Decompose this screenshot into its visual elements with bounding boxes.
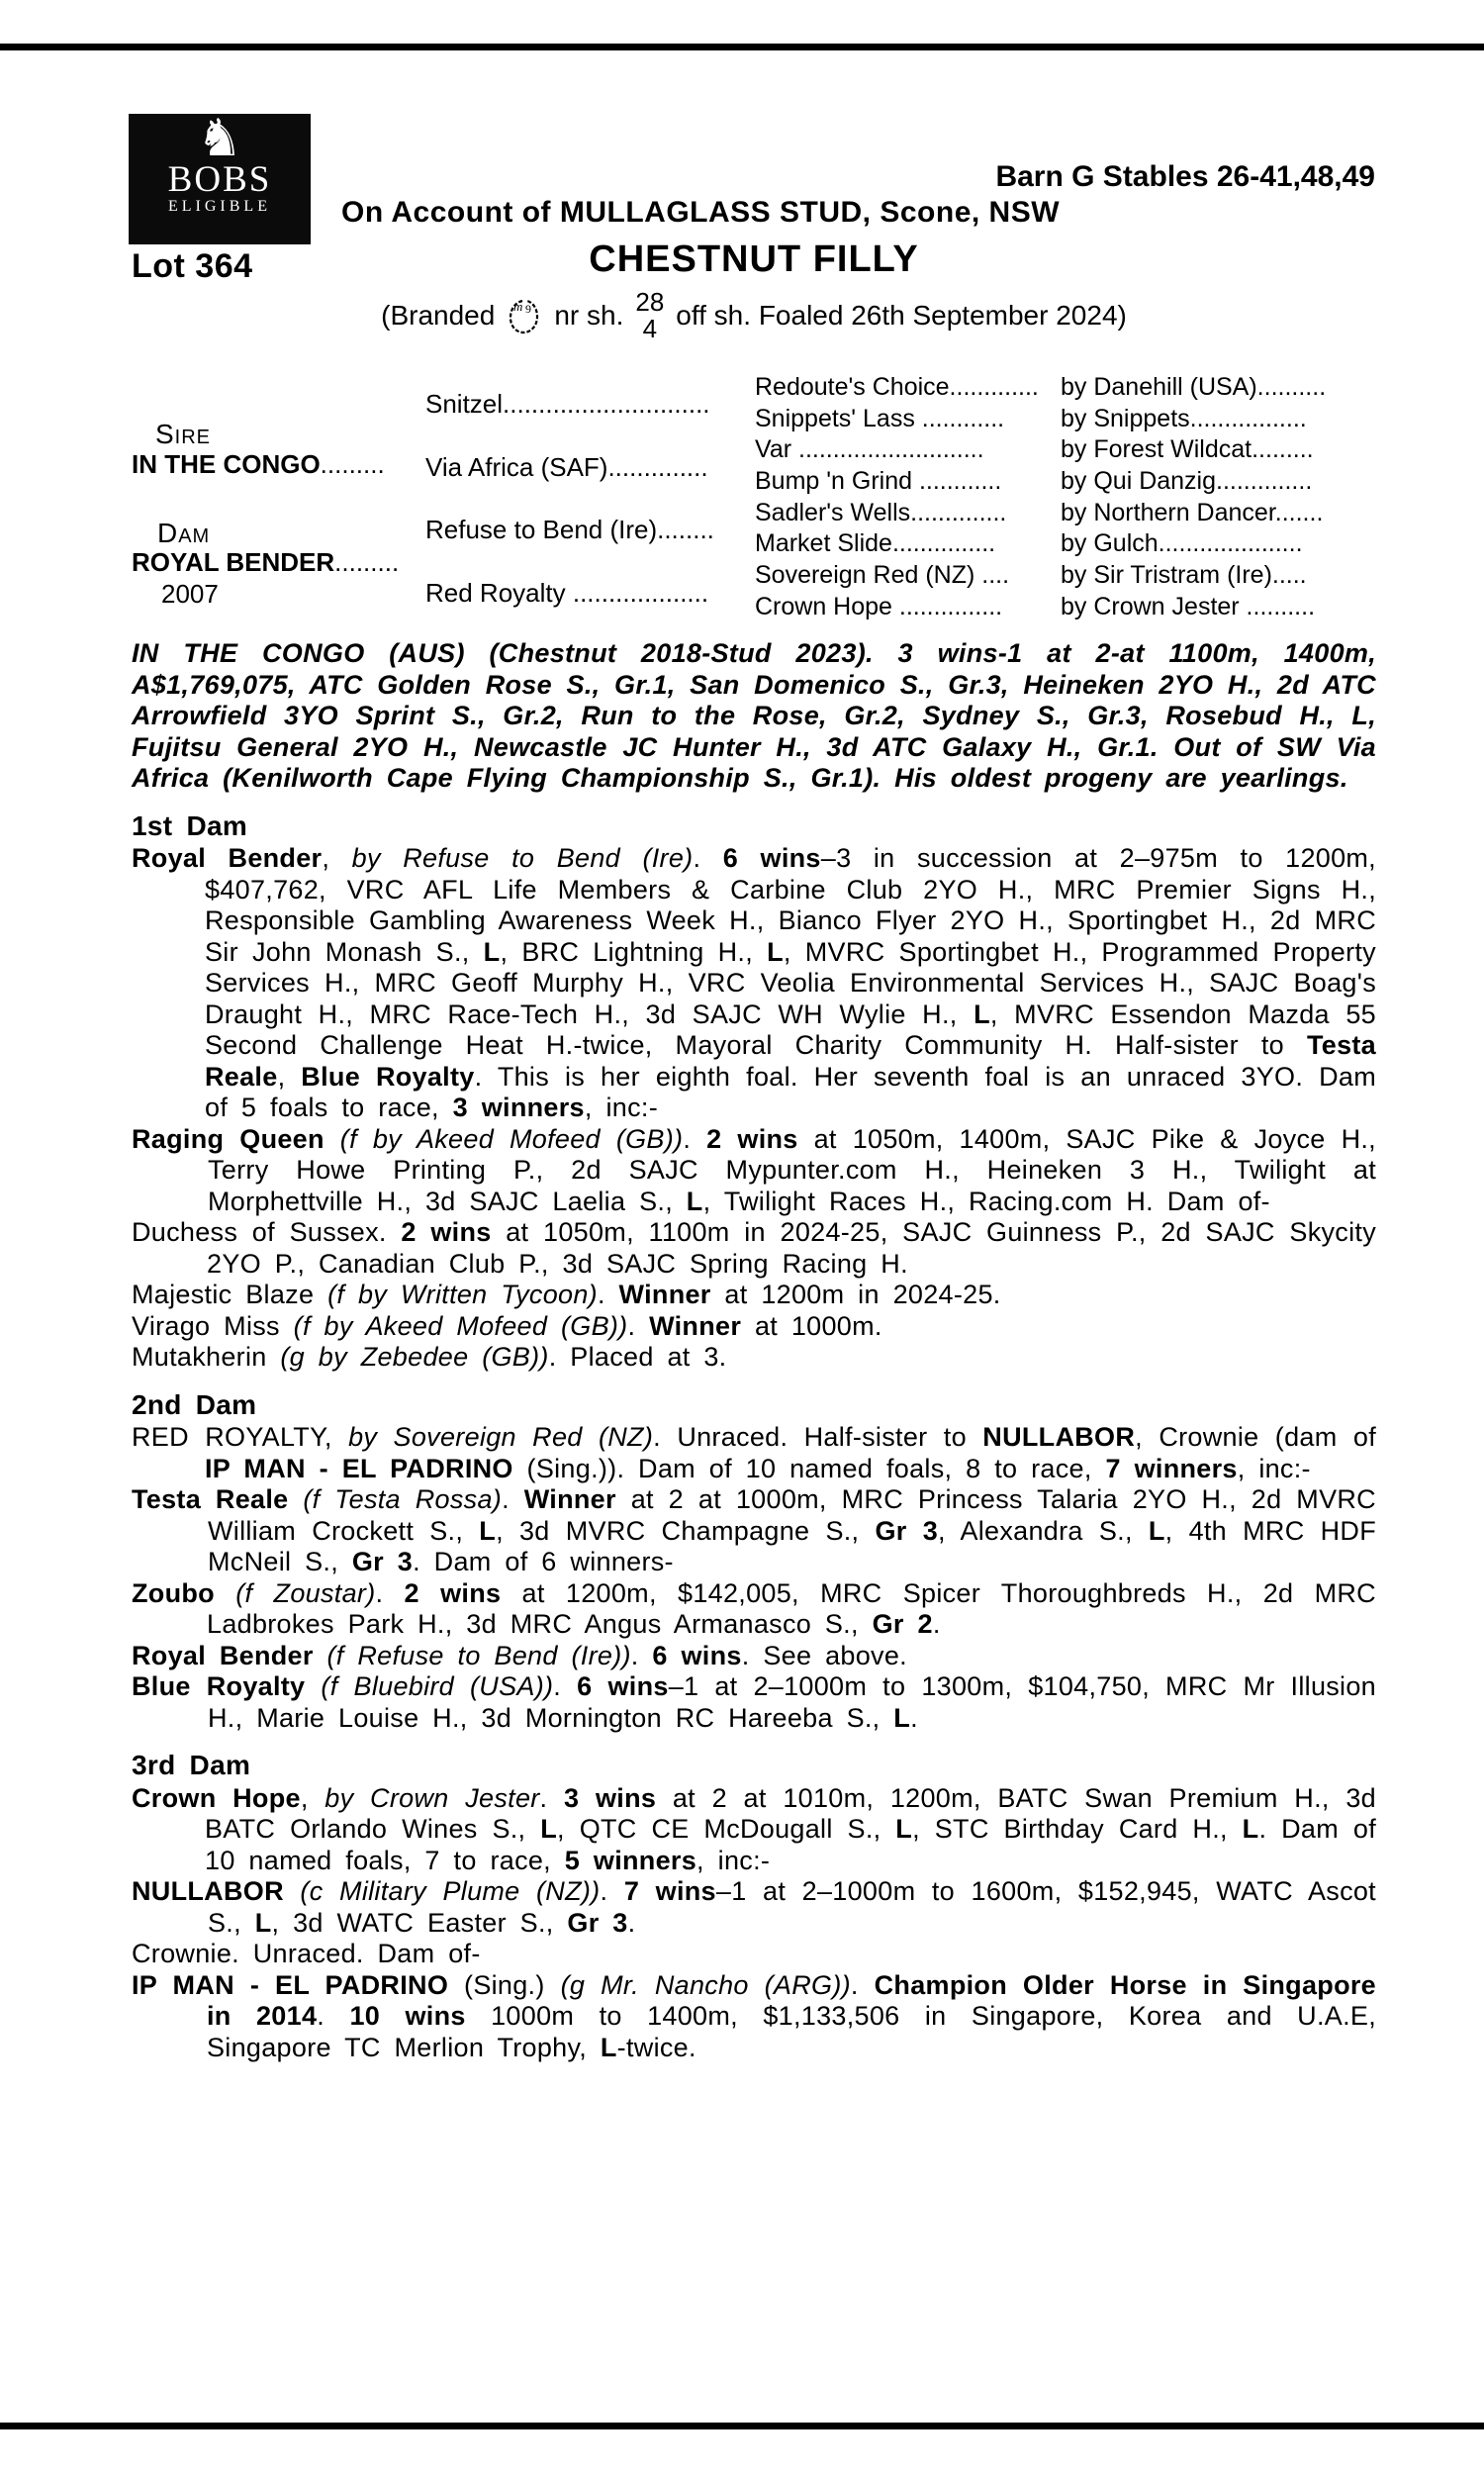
- pedigree-entry: Raging Queen (f by Akeed Mofeed (GB)). 2 wins at 1050m, 1400m, SAJC Pike & Joyce H., Terry Howe Printing P., 2d SAJC Mypunter.com H., Heineken 3 H., Twilight at Morphettville H., 3d SAJC Laelia S., L, Twilight Races H., Racing.com H. Dam of-: [132, 1123, 1376, 1216]
- logo-text-eligible: ELIGIBLE: [168, 198, 271, 215]
- pedigree-entry: Mutakherin (g by Zebedee (GB)). Placed at 3.: [132, 1342, 727, 1372]
- sire-label: Sire: [155, 419, 212, 449]
- pedigree-gen3-name: Market Slide...............: [755, 529, 996, 558]
- pedigree-gen4-name: by Danehill (USA)..........: [1061, 373, 1327, 401]
- pedigree-entry: NULLABOR (c Military Plume (NZ)). 7 wins–1 at 2–1000m to 1600m, $152,945, WATC Ascot S., L, 3d WATC Easter S., Gr 3.: [132, 1876, 1376, 1938]
- pedigree-gen2-name: Snitzel.............................: [425, 389, 710, 419]
- pedigree-gen3-name: Sadler's Wells..............: [755, 498, 1007, 526]
- pedigree-gen4-name: by Forest Wildcat.........: [1061, 435, 1314, 464]
- barn-stables-label: Barn G Stables 26-41,48,49: [995, 160, 1375, 193]
- pedigree-gen4-name: by Northern Dancer.......: [1061, 498, 1324, 526]
- pedigree-entry: Blue Royalty (f Bluebird (USA)). 6 wins–1 at 2–1000m to 1300m, $104,750, MRC Mr Illusion H., Marie Louise H., 3d Mornington RC Hareeba S., L.: [132, 1671, 1376, 1733]
- pedigree-rows: [132, 373, 1376, 624]
- pedigree-entry: IP MAN - EL PADRINO (Sing.) (g Mr. Nancho (ARG)). Champion Older Horse in Singapore in 2014. 10 wins 1000m to 1400m, $1,133,506 in Singapore, Korea and U.A.E, Singapore TC Merlion Trophy, L-twice.: [132, 1969, 1376, 2062]
- pedigree-gen2-name: Via Africa (SAF)..............: [425, 451, 708, 482]
- pedigree-gen4-name: by Sir Tristram (Ire).....: [1061, 561, 1307, 590]
- pedigree-gen3-name: Var ...........................: [755, 435, 984, 464]
- pedigree-entry: Crown Hope, by Crown Jester. 3 wins at 2 at 1010m, 1200m, BATC Swan Premium H., 3d BATC Orlando Wines S., L, QTC CE McDougall S., L, STC Birthday Card H., L. Dam of 10 named foals, 7 to race, 5 winners, inc:-: [132, 1782, 1377, 1875]
- branding-line: [132, 289, 1376, 342]
- sire-name: [132, 449, 385, 480]
- pedigree-entry: RED ROYALTY, by Sovereign Red (NZ). Unraced. Half-sister to NULLABOR, Crownie (dam of IP MAN - EL PADRINO (Sing.)). Dam of 10 named foals, 8 to race, 7 winners, inc:-: [132, 1422, 1376, 1483]
- sire-name-text: IN THE CONGO: [132, 449, 321, 479]
- branded-mid: nr sh.: [554, 300, 624, 331]
- brand-number: [635, 289, 664, 342]
- brand-mark-icon: [507, 294, 542, 337]
- pedigree-gen2-name: Refuse to Bend (Ire)........: [425, 515, 714, 544]
- brand-number-bottom: 4: [642, 314, 658, 343]
- pedigree-entry: Royal Bender (f Refuse to Bend (Ire)). 6 wins. See above.: [132, 1640, 907, 1670]
- pedigree-entry: Duchess of Sussex. 2 wins at 1050m, 1100m in 2024-25, SAJC Guinness P., 2d SAJC Skycity 2YO P., Canadian Club P., 3d SAJC Spring Racing H.: [132, 1217, 1377, 1279]
- pedigree-row: [132, 593, 1376, 624]
- pedigree-gen3-name: Redoute's Choice.............: [755, 373, 1039, 401]
- pedigree-gen3-name: Bump 'n Grind ............: [755, 467, 1002, 496]
- pedigree-entry: Virago Miss (f by Akeed Mofeed (GB)). Winner at 1000m.: [132, 1310, 882, 1341]
- svg-text:m: m: [513, 299, 523, 314]
- dam-name-dots: .........: [334, 547, 400, 577]
- pedigree-entry: Royal Bender, by Refuse to Bend (Ire). 6 wins–3 in succession at 2–975m to 1200m, $407,762, VRC AFL Life Members & Carbine Club 2YO H., MRC Premier Signs H., Responsible Gambling Awareness Week H., Bianco Flyer 2YO H., Sportingbet H., 2d MRC Sir John Monash S., L, BRC Lightning H., L, MVRC Sportingbet H., Programmed Property Services H., MRC Geoff Murphy H., VRC Veolia Environmental Services H., SAJC Boag's Draught H., MRC Race-Tech H., 3d SAJC WH Wylie H., L, MVRC Essendon Mazda 55 Second Challenge Heat H.-twice, Mayoral Charity Community H. Half-sister to Testa Reale, Blue Royalty. This is her eighth foal. Her seventh foal is an unraced 3YO. Dam of 5 foals to race, 3 winners, inc:-: [132, 843, 1376, 1122]
- svg-text:9: 9: [525, 302, 532, 316]
- pedigree-entry: Crownie. Unraced. Dam of-: [132, 1939, 481, 1968]
- pedigree-table: [132, 373, 1376, 626]
- dam-name-text: ROYAL BENDER: [132, 547, 335, 577]
- vendor-account-label: On Account of MULLAGLASS STUD, Scone, NSW: [341, 196, 1061, 229]
- logo-text-bobs: BOBS: [167, 159, 272, 200]
- pedigree-gen4-name: by Snippets.................: [1061, 404, 1307, 432]
- dam-name: [132, 547, 399, 578]
- pedigree-gen3-name: Sovereign Red (NZ) ....: [755, 561, 1010, 590]
- pedigree-entry: Testa Reale (f Testa Rossa). Winner at 2 at 1000m, MRC Princess Talaria 2YO H., 2d MVRC William Crockett S., L, 3d MVRC Champagne S., Gr 3, Alexandra S., L, 4th MRC HDF McNeil S., Gr 3. Dam of 6 winners-: [132, 1484, 1377, 1576]
- page-title: CHESTNUT FILLY: [589, 238, 919, 280]
- top-rule: [0, 44, 1484, 50]
- sire-name-dots: .........: [320, 449, 385, 479]
- dam-section-heading: 2nd Dam: [132, 1388, 257, 1420]
- bobs-eligible-logo: [129, 110, 311, 244]
- dam-section-heading: 3rd Dam: [132, 1750, 251, 1780]
- dam-year: 2007: [161, 579, 219, 609]
- brand-number-top: 28: [635, 287, 665, 317]
- sire-blurb: IN THE CONGO (AUS) (Chestnut 2018-Stud 2023). 3 wins-1 at 2-at 1100m, 1400m, A$1,769,075, ATC Golden Rose S., Gr.1, San Domenico S., Gr.3, Heineken 2YO H., 2d ATC Arrowfield 3YO Sprint S., Gr.2, Run to the Rose, Gr.2, Sydney S., Gr.3, Rosebud H., L, Fujitsu General 2YO H., Newcastle JC Hunter H., 3d ATC Galaxy H., Gr.1. Out of SW Via Africa (Kenilworth Cape Flying Championship S., Gr.1). His oldest progeny are yearlings.: [132, 638, 1376, 793]
- horse-head-icon: ♞: [196, 110, 243, 167]
- branded-suffix: off sh. Foaled 26th September 2024): [676, 300, 1127, 331]
- dam-label: Dam: [157, 518, 211, 548]
- pedigree-row: [132, 499, 1376, 530]
- pedigree-gen3-name: Crown Hope ...............: [755, 592, 1003, 620]
- pedigree-gen4-name: by Qui Danzig..............: [1061, 467, 1313, 496]
- catalog-body: [132, 638, 1376, 2063]
- branded-prefix: (Branded: [381, 300, 496, 331]
- lot-number: Lot 364: [132, 247, 253, 285]
- pedigree-gen2-name: Red Royalty ...................: [425, 577, 709, 608]
- pedigree-gen3-name: Snippets' Lass ............: [755, 404, 1005, 432]
- pedigree-entry: Majestic Blaze (f by Written Tycoon). Winner at 1200m in 2024-25.: [132, 1280, 1001, 1309]
- bottom-rule: [0, 2423, 1484, 2429]
- pedigree-row: [132, 405, 1376, 436]
- pedigree-entry: Zoubo (f Zoustar). 2 wins at 1200m, $142,005, MRC Spicer Thoroughbreds H., 2d MRC Ladbrokes Park H., 3d MRC Angus Armanasco S., Gr 2.: [132, 1577, 1376, 1639]
- pedigree-row: [132, 373, 1376, 405]
- dam-section-heading: 1st Dam: [132, 809, 248, 841]
- pedigree-gen4-name: by Gulch.....................: [1061, 529, 1303, 558]
- pedigree-gen4-name: by Crown Jester ..........: [1061, 592, 1316, 620]
- dam-sections: [132, 810, 1376, 2064]
